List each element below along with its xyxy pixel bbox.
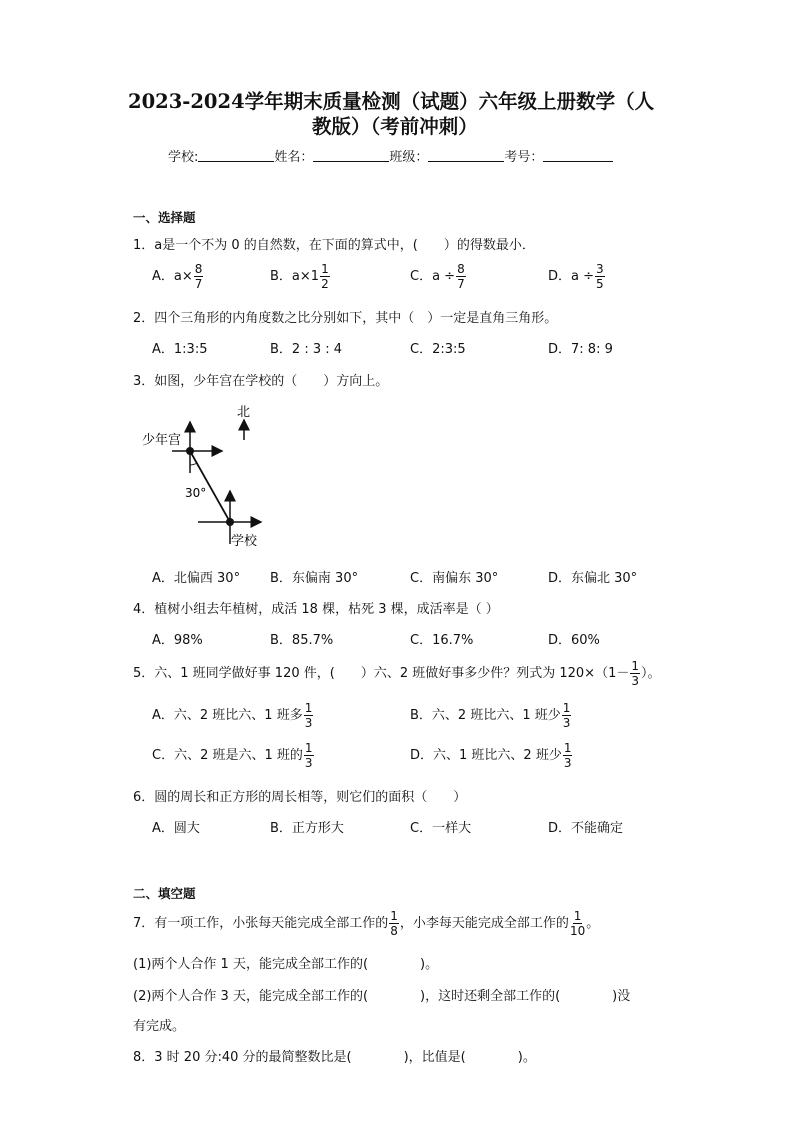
fraction-denominator: 2 xyxy=(321,277,329,291)
question-7-part1[interactable]: (1)两个人合作 1 天，能完成全部工作的( )。 xyxy=(133,957,439,972)
fraction-denominator: 8 xyxy=(390,924,398,938)
q5-stem-end: ）。 xyxy=(640,666,661,681)
question-7-stem xyxy=(133,910,599,937)
fraction-numerator: 3 xyxy=(596,262,604,276)
angle-label: 30° xyxy=(185,486,207,500)
fraction-numerator: 1 xyxy=(631,659,639,673)
q3-option-d[interactable]: D．东偏北 30° xyxy=(548,571,638,586)
q3-option-a[interactable]: A．北偏西 30° xyxy=(152,571,241,586)
q5-option-b-text: B．六、2 班比六、1 班少 xyxy=(410,708,561,723)
fraction xyxy=(389,910,399,937)
q7-stem-end: 。 xyxy=(586,916,600,931)
fraction-denominator: 7 xyxy=(457,277,465,291)
q1-option-b[interactable] xyxy=(270,263,331,290)
section-heading-fill: 二、填空题 xyxy=(133,886,196,901)
name-label: 姓名： xyxy=(274,150,314,165)
fraction-numerator: 1 xyxy=(573,909,582,923)
question-6-stem: 6．圆的周长和正方形的周长相等，则它们的面积（ ） xyxy=(133,790,467,805)
fraction-numerator: 8 xyxy=(194,262,203,276)
fraction-numerator: 8 xyxy=(457,262,465,276)
fraction xyxy=(320,263,330,290)
q2-option-c[interactable]: C．2:3:5 xyxy=(410,342,466,357)
fraction xyxy=(304,702,314,729)
q1-option-c[interactable] xyxy=(410,263,467,290)
exam-title-line1: 2023-2024学年期末质量检测（试题）六年级上册数学（人 xyxy=(128,90,655,113)
question-1-stem: 1．a是一个不为 0 的自然数，在下面的算式中，( ）的得数最小． xyxy=(133,238,535,253)
class-label: 班级： xyxy=(389,150,429,165)
q1-option-a[interactable] xyxy=(152,263,204,290)
fraction xyxy=(194,263,204,290)
q6-option-d[interactable]: D．不能确定 xyxy=(548,821,624,836)
q6-option-b[interactable]: B．正方形大 xyxy=(270,821,344,836)
section-heading-choice: 一、选择题 xyxy=(133,210,196,225)
class-blank[interactable] xyxy=(428,148,504,162)
number-blank[interactable] xyxy=(543,148,613,162)
exam-title-line2: 教版）（考前冲刺） xyxy=(312,115,478,138)
fraction-denominator: 10 xyxy=(569,924,586,938)
question-7-part2-continued: 有完成。 xyxy=(133,1019,186,1034)
fraction xyxy=(562,702,572,729)
q5-option-d-text: D．六、1 班比六、2 班少 xyxy=(410,748,562,763)
school-blank[interactable] xyxy=(198,148,274,162)
q5-stem-text: 5．六、1 班同学做好事 120 件，( ）六、2 班做好事多少件？列式为 120×（1－ xyxy=(133,666,630,681)
fraction-denominator: 3 xyxy=(562,716,571,730)
fraction xyxy=(456,263,466,290)
fraction xyxy=(563,742,573,769)
fraction-denominator: 3 xyxy=(631,674,639,688)
school-label: 学校: xyxy=(168,150,199,165)
q1-option-a-text: A．a× xyxy=(152,269,193,284)
q3-option-c[interactable]: C．南偏东 30° xyxy=(410,571,499,586)
fraction-denominator: 3 xyxy=(563,756,572,770)
fraction xyxy=(570,910,585,937)
number-label: 考号： xyxy=(504,150,544,165)
question-8-stem[interactable]: 8．3 时 20 分:40 分的最简整数比是( )，比值是( )。 xyxy=(133,1050,536,1065)
q7-stem-middle: ，小李每天能完成全部工作的 xyxy=(399,916,569,931)
fraction-denominator: 7 xyxy=(194,277,203,291)
fraction xyxy=(595,263,605,290)
q1-option-d[interactable] xyxy=(548,263,606,290)
question-4-stem: 4．植树小组去年植树，成活 18 棵，枯死 3 棵，成活率是（ ） xyxy=(133,602,499,617)
school-label: 学校 xyxy=(231,534,258,549)
q5-option-c[interactable] xyxy=(152,742,315,769)
q1-option-d-text: D．a ÷ xyxy=(548,269,595,284)
q2-option-a[interactable]: A．1:3:5 xyxy=(152,342,208,357)
q2-option-b[interactable]: B．2 : 3 : 4 xyxy=(270,342,343,357)
north-label: 北 xyxy=(237,405,251,420)
q6-option-c[interactable]: C．一样大 xyxy=(410,821,472,836)
name-blank[interactable] xyxy=(313,148,389,162)
palace-label: 少年宫 xyxy=(142,433,182,448)
fraction-numerator: 1 xyxy=(562,701,571,715)
fraction xyxy=(304,742,314,769)
q4-option-c[interactable]: C．16.7% xyxy=(410,633,474,648)
school-point xyxy=(226,518,234,526)
fraction-denominator: 3 xyxy=(304,756,313,770)
question-3-stem: 3．如图，少年宫在学校的（ ）方向上。 xyxy=(133,374,389,389)
q5-option-c-text: C．六、2 班是六、1 班的 xyxy=(152,748,303,763)
q1-option-c-text: C．a ÷ xyxy=(410,269,456,284)
q1-option-b-text: B．a×1 xyxy=(270,269,320,284)
question-2-stem: 2．四个三角形的内角度数之比分别如下，其中（ ）一定是直角三角形。 xyxy=(133,311,558,326)
fraction-numerator: 1 xyxy=(563,741,572,755)
q4-option-b[interactable]: B．85.7% xyxy=(270,633,334,648)
fraction-denominator: 5 xyxy=(596,277,604,291)
q5-option-a[interactable] xyxy=(152,702,314,729)
q5-option-d[interactable] xyxy=(410,742,573,769)
q5-option-b[interactable] xyxy=(410,702,572,729)
fraction-denominator: 3 xyxy=(304,716,313,730)
q4-option-a[interactable]: A．98% xyxy=(152,633,203,648)
q2-option-d[interactable]: D．7: 8: 9 xyxy=(548,342,613,357)
q5-option-a-text: A．六、2 班比六、1 班多 xyxy=(152,708,303,723)
q6-option-a[interactable]: A．圆大 xyxy=(152,821,200,836)
q4-option-d[interactable]: D．60% xyxy=(548,633,600,648)
fraction-numerator: 1 xyxy=(304,701,313,715)
fraction-numerator: 1 xyxy=(390,909,398,923)
q7-stem-text: 7．有一项工作，小张每天能完成全部工作的 xyxy=(133,916,389,931)
question-5-stem xyxy=(133,660,661,687)
direction-figure xyxy=(130,398,280,554)
question-7-part2[interactable]: (2)两个人合作 3 天，能完成全部工作的( )，这时还剩全部工作的( )没 xyxy=(133,989,631,1004)
q3-option-b[interactable]: B．东偏南 30° xyxy=(270,571,359,586)
fraction-numerator: 1 xyxy=(321,262,329,276)
info-fields xyxy=(168,146,613,165)
fraction-numerator: 1 xyxy=(304,741,313,755)
fraction xyxy=(630,660,640,687)
